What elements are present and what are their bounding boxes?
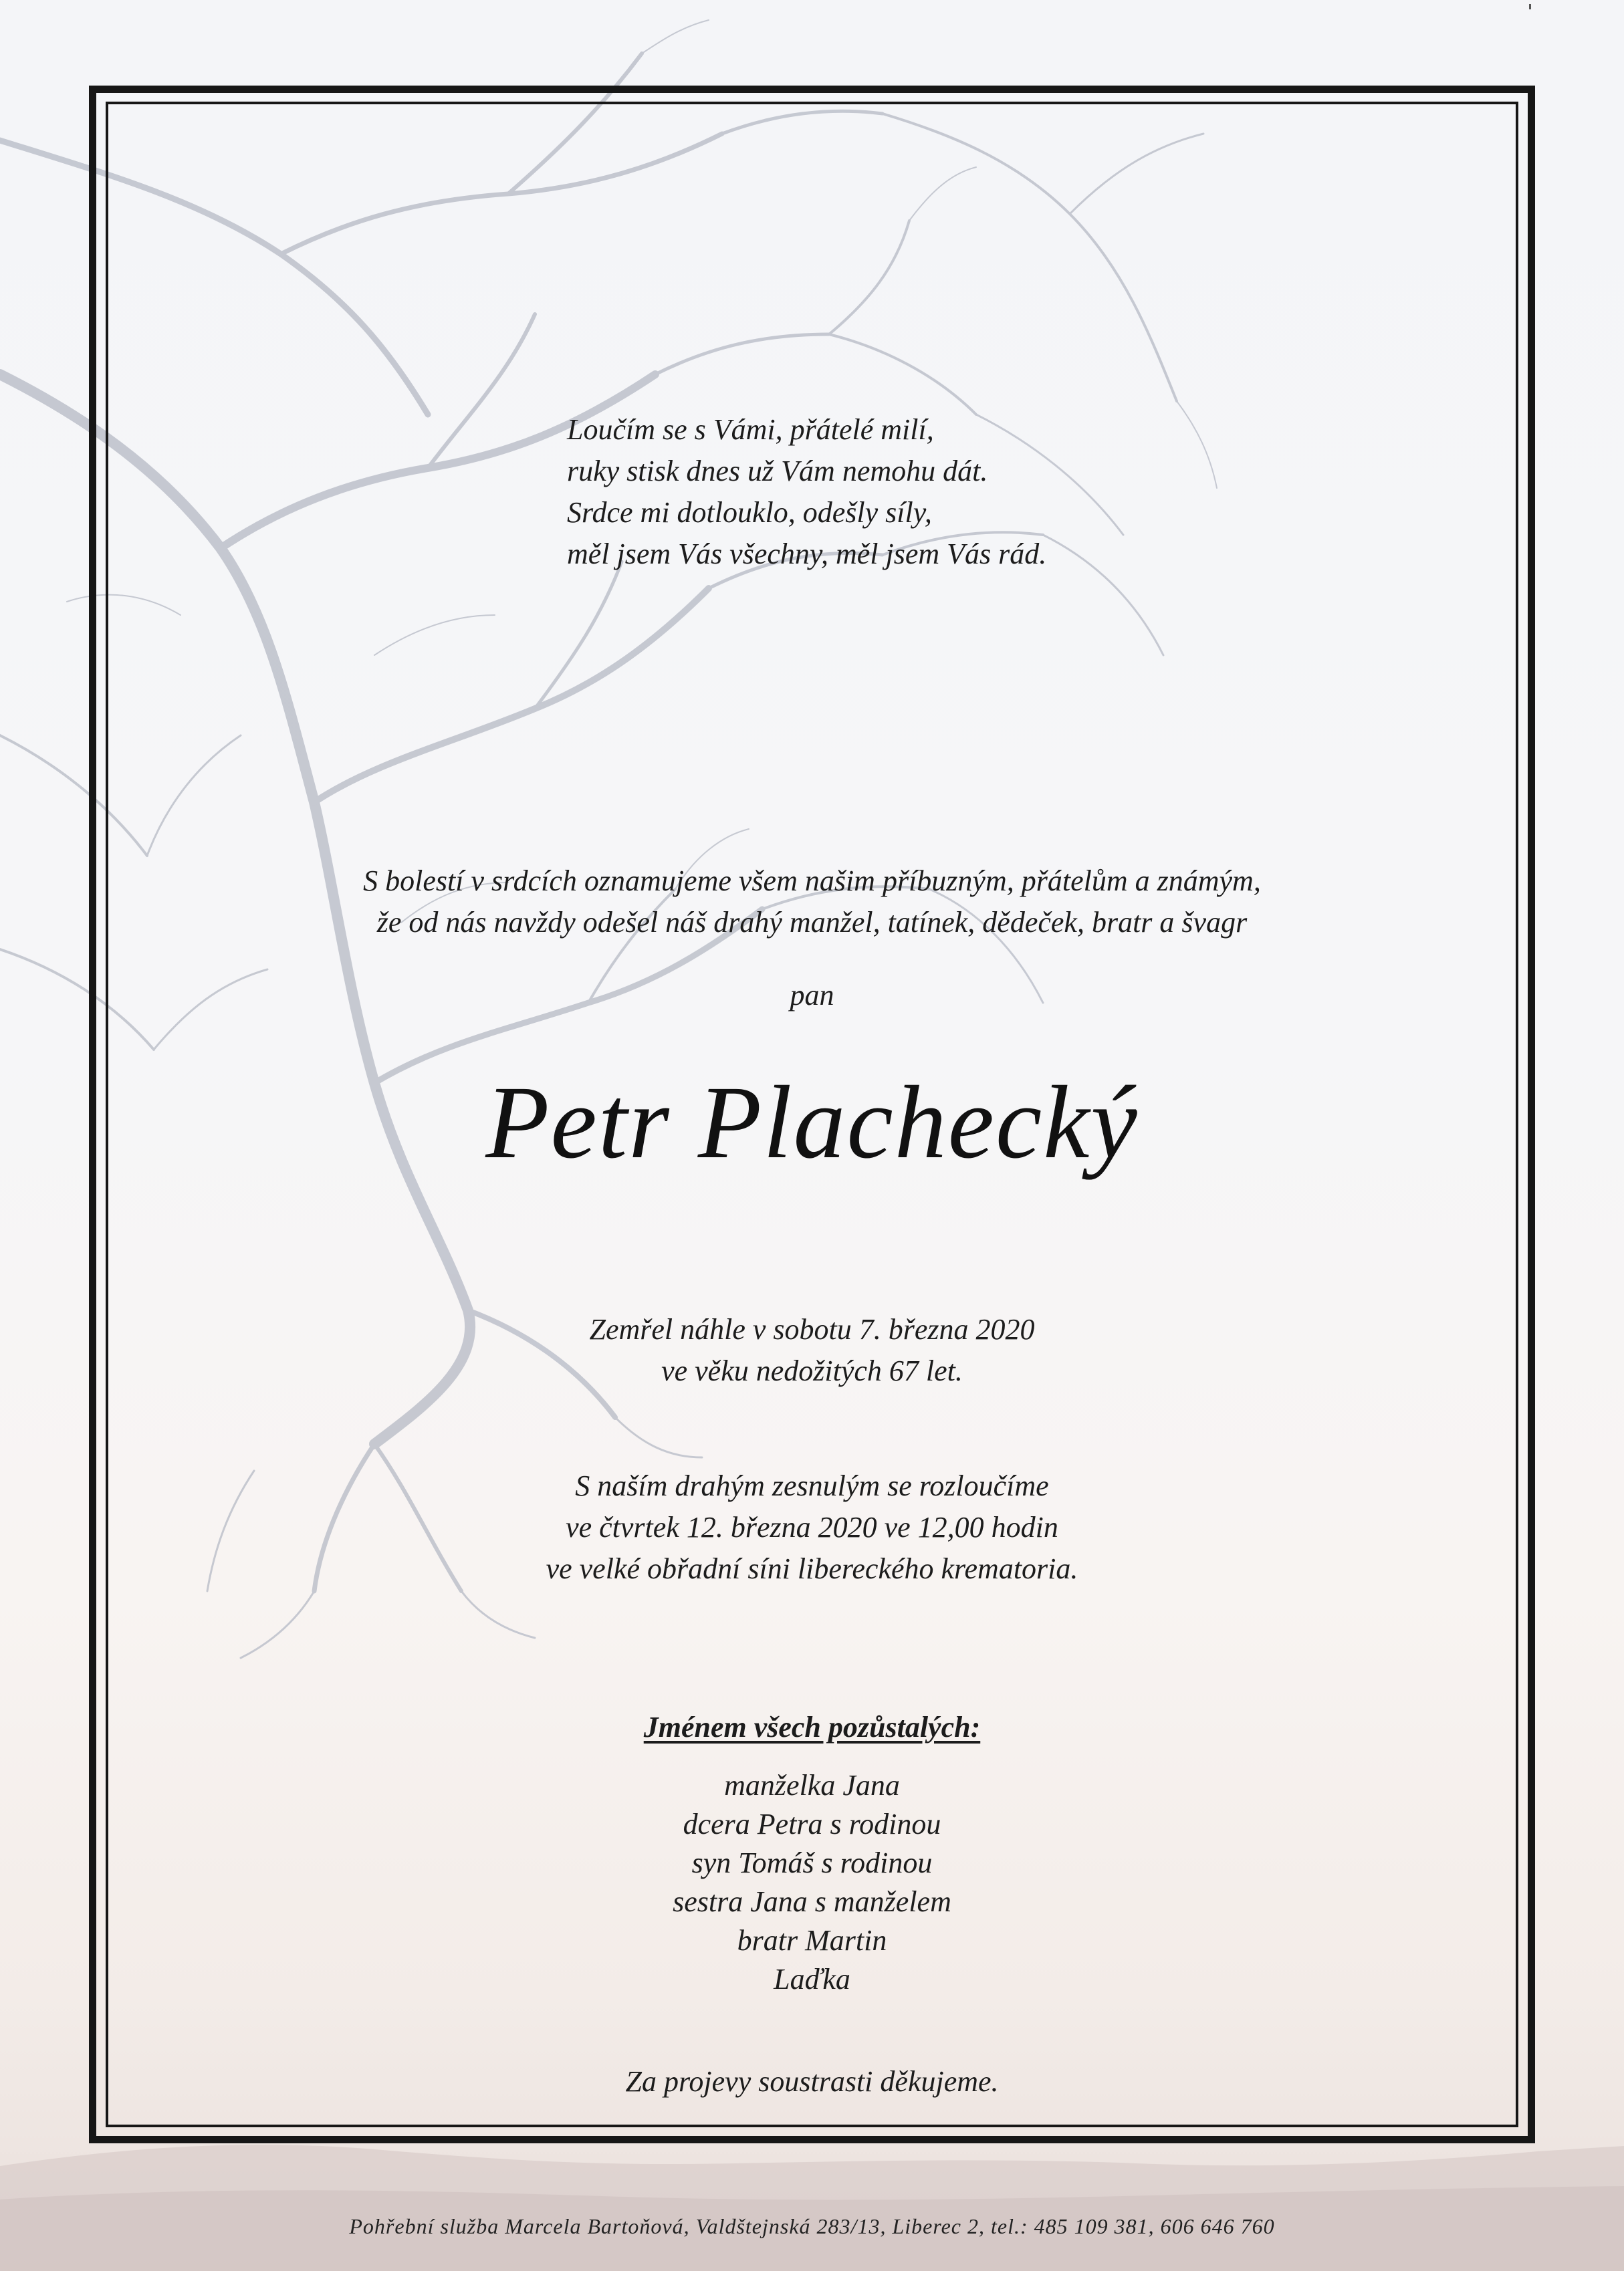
announcement-line: že od nás navždy odešel náš drahý manžel, tatínek, dědeček, bratr a švagr [376,906,1248,939]
mourners-heading: Jménem všech pozůstalých: [643,1711,981,1744]
funeral-line: ve velké obřadní síni libereckého krematoria. [546,1552,1078,1585]
deceased-name: Petr Plachecký [485,1064,1139,1180]
poem-line: měl jsem Vás všechny, měl jsem Vás rád. [567,537,1047,570]
poem-line: ruky stisk dnes už Vám nemohu dát. [567,455,988,487]
poem-line: Srdce mi dotlouklo, odešly síly, [567,496,932,529]
mourner-item: manželka Jana [724,1769,900,1802]
honorific: pan [790,979,834,1011]
mourner-item: sestra Jana s manželem [673,1885,951,1918]
scan-mark [1529,4,1531,9]
mourners-list [0,1766,1624,1999]
announcement [0,860,1624,943]
farewell-poem [567,409,1046,575]
mourner-item: syn Tomáš s rodinou [691,1846,933,1879]
mourner-item: Laďka [774,1963,850,1996]
mourner-item: dcera Petra s rodinou [683,1808,941,1840]
poem-line: Loučím se s Vámi, přátelé milí, [567,413,934,446]
funeral-service-footer: Pohřební služba Marcela Bartoňová, Valdštejnská 283/13, Liberec 2, tel.: 485 109 381, 606 646 760 [349,2214,1275,2238]
mourner-item: bratr Martin [737,1924,887,1957]
death-notice [0,1309,1624,1392]
death-line: Zemřel náhle v sobotu 7. března 2020 [589,1313,1035,1346]
thanks-line: Za projevy soustrasti děkujeme. [625,2065,999,2098]
announcement-line: S bolestí v srdcích oznamujeme všem našim příbuzným, přátelům a známým, [363,864,1261,897]
funeral-details [0,1465,1624,1590]
death-line: ve věku nedožitých 67 let. [661,1354,963,1387]
funeral-line: S naším drahým zesnulým se rozloučíme [575,1469,1049,1502]
funeral-line: ve čtvrtek 12. března 2020 ve 12,00 hodin [566,1511,1058,1544]
